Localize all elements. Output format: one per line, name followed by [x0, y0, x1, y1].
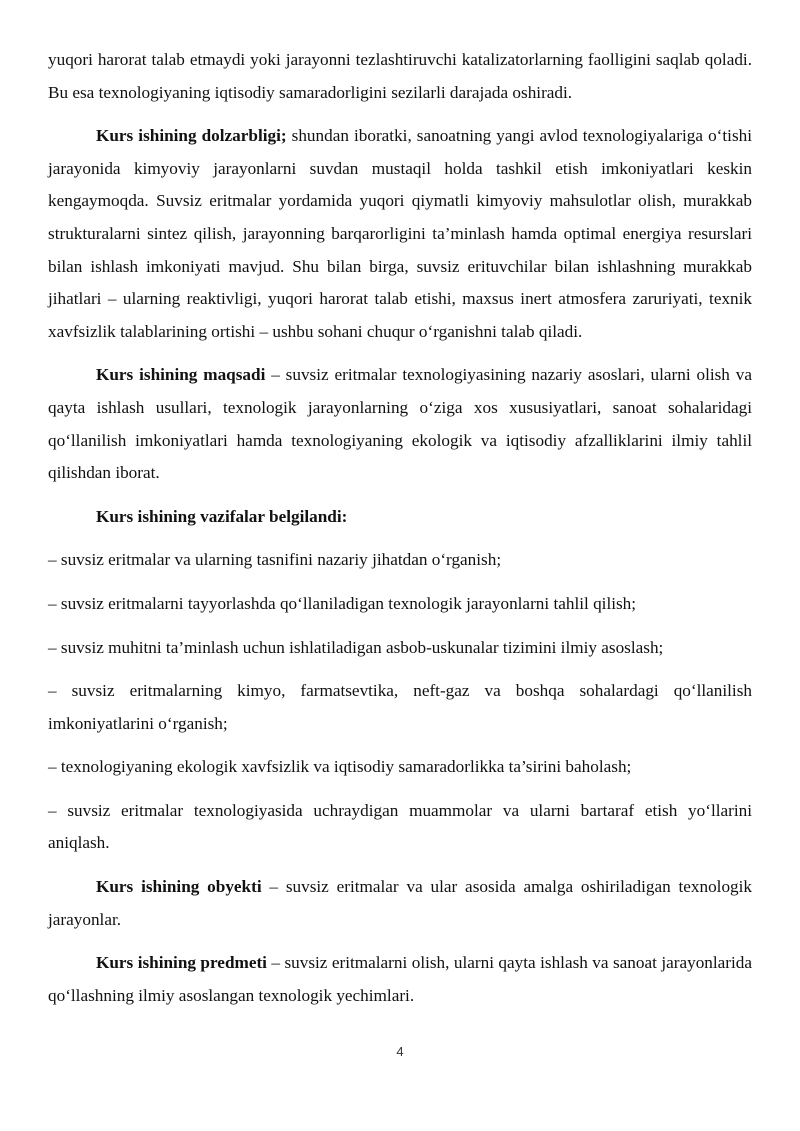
subject-text: – suvsiz eritmalarni olish, ularni qayta ishlash va sanoat jarayonlarida qo‘llashning ilmiy asoslangan texnologik yechimlari.: [48, 953, 753, 1005]
intro-continuation-paragraph: yuqori harorat talab etmaydi yoki jarayonni tezlashtiruvchi katalizatorlarning faolligini saqlab qoladi. Bu esa texnologiyaning iqtisodiy samaradorligini sezilarli darajada oshiradi.: [48, 50, 752, 102]
list-item: – suvsiz eritmalarning kimyo, farmatsevtika, neft-gaz va boshqa sohalardagi qo‘llanilish imkoniyatlarini o‘rganish;: [48, 681, 752, 733]
object-heading: Kurs ishining obyekti: [96, 877, 262, 897]
list-item: – suvsiz eritmalarni tayyorlashda qo‘llaniladigan texnologik jarayonlarni tahlil qilish;: [48, 593, 637, 613]
relevance-paragraph: [48, 120, 752, 348]
goal-heading: Kurs ishining maqsadi: [96, 365, 266, 385]
document-page: [48, 44, 752, 1023]
relevance-text: shundan iboratki, sanoatning yangi avlod texnologiyalariga o‘tishi jarayonida kimyoviy jarayonlarni suvdan mustaqil holda tashkil etish imkoniyatlari keskin kengaymoqda. Suvsiz eritmalar yordamida yuqori qiymatli kimyoviy mahsulotlar olish, murakkab strukturalarni sintez qilish, jarayonning barqarorligini ta’minlash hamda optimal energiya resurslari bilan ishlash imkoniyati mavjud. Shu bilan birga, suvsiz erituvchilar bilan ishlashning murakkab jihatlari – ularning reaktivligi, yuqori harorat talab etishi, maxsus inert atmosfera zaruriyati, texnik xavfsizlik talablarining ortishi – ushbu sohani chuqur o‘rganishni talab qiladi.: [48, 126, 752, 341]
list-item: – suvsiz muhitni ta’minlash uchun ishlatiladigan asbob-uskunalar tizimini ilmiy asoslash;: [48, 637, 664, 657]
tasks-list: [48, 544, 752, 860]
subject-heading: Kurs ishining predmeti: [96, 953, 267, 973]
relevance-heading: Kurs ishining dolzarbligi;: [96, 126, 287, 146]
goal-text: – suvsiz eritmalar texnologiyasining nazariy asoslari, ularni olish va qayta ishlash usullari, texnologik jarayonlarning o‘ziga xos xususiyatlari, sanoat sohalaridagi qo‘llanilish imkoniyatlari hamda texnologiyaning ekologik va iqtisodiy afzalliklarini ilmiy tahlil qilishdan iborat.: [48, 365, 752, 483]
tasks-heading: Kurs ishining vazifalar belgilandi:: [96, 506, 348, 526]
tasks-paragraph: [48, 501, 752, 534]
page-number: 4: [396, 1044, 404, 1059]
subject-paragraph: [48, 947, 752, 1012]
object-text: – suvsiz eritmalar va ular asosida amalga oshiriladigan texnologik jarayonlar.: [48, 877, 752, 929]
object-paragraph: [48, 871, 752, 936]
goal-paragraph: [48, 359, 752, 489]
list-item: – suvsiz eritmalar va ularning tasnifini nazariy jihatdan o‘rganish;: [48, 550, 502, 570]
list-item: – suvsiz eritmalar texnologiyasida uchraydigan muammolar va ularni bartaraf etish yo‘llarini aniqlash.: [48, 800, 752, 853]
list-item: – texnologiyaning ekologik xavfsizlik va iqtisodiy samaradorlikka ta’sirini baholash;: [48, 757, 632, 777]
